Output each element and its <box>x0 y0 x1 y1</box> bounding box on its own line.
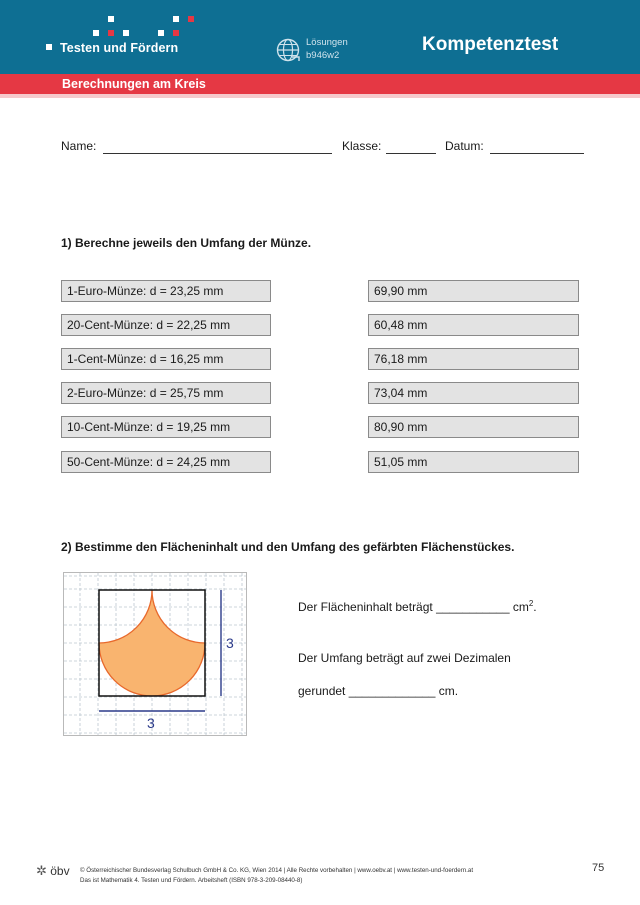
page-title: Kompetenztest <box>422 34 559 55</box>
brand-name: Testen und Fördern <box>60 41 179 55</box>
publisher-name: öbv <box>50 864 70 878</box>
area-text: Der Flächeninhalt beträgt ___________ cm <box>298 600 529 614</box>
answer-box[interactable]: 60,48 mm <box>368 314 579 336</box>
star-icon: ✲ <box>36 863 47 878</box>
name-field[interactable] <box>103 153 332 154</box>
answer-box[interactable]: 80,90 mm <box>368 416 579 438</box>
copyright-line2: Das ist Mathematik 4. Testen und Fördern. Arbeitsheft (ISBN 978-3-209-08440-8) <box>80 877 303 884</box>
class-field[interactable] <box>386 153 436 154</box>
task2-title: 2) Bestimme den Flächeninhalt und den Umfang des gefärbten Flächenstückes. <box>61 540 515 554</box>
answer-box[interactable]: 51,05 mm <box>368 451 579 473</box>
topic-title: Berechnungen am Kreis <box>62 77 206 91</box>
globe-icon[interactable] <box>275 37 301 63</box>
answer-box[interactable]: 76,18 mm <box>368 348 579 370</box>
perimeter-text-line2: gerundet _____________ cm. <box>298 684 459 698</box>
area-unit-exponent: 2 <box>528 599 534 608</box>
coin-box[interactable]: 50-Cent-Münze: d = 24,25 mm <box>61 451 271 473</box>
area-end: . <box>533 600 537 614</box>
topic-band-shadow <box>0 94 640 98</box>
dimension-label-vertical: 3 <box>226 635 234 651</box>
page-number: 75 <box>592 862 605 874</box>
solutions-label[interactable]: Lösungen <box>306 37 348 48</box>
class-label: Klasse: <box>342 139 382 153</box>
task1-title: 1) Berechne jeweils den Umfang der Münze. <box>61 236 312 250</box>
area-sentence <box>298 599 537 614</box>
coin-box[interactable]: 1-Cent-Münze: d = 16,25 mm <box>61 348 271 370</box>
date-field[interactable] <box>490 153 584 154</box>
coin-box[interactable]: 20-Cent-Münze: d = 22,25 mm <box>61 314 271 336</box>
topic-band <box>0 74 640 94</box>
copyright-line1: © Österreichischer Bundesverlag Schulbuch GmbH & Co. KG, Wien 2014 | Alle Rechte vorbehalten | www.oebv.at | www.testen-und-foerdern.at <box>80 867 474 874</box>
answer-box[interactable]: 69,90 mm <box>368 280 579 302</box>
header-bar <box>0 0 640 74</box>
perimeter-text-line1: Der Umfang beträgt auf zwei Dezimalen <box>298 651 511 665</box>
coin-box[interactable]: 10-Cent-Münze: d = 19,25 mm <box>61 416 271 438</box>
solutions-code[interactable]: b946w2 <box>306 50 340 61</box>
geometry-figure <box>63 572 247 736</box>
name-label: Name: <box>61 139 97 153</box>
coin-box[interactable]: 2-Euro-Münze: d = 25,75 mm <box>61 382 271 404</box>
dimension-label-horizontal: 3 <box>147 715 155 731</box>
publisher-logo <box>36 863 70 879</box>
answer-box[interactable]: 73,04 mm <box>368 382 579 404</box>
date-label: Datum: <box>445 139 484 153</box>
coin-box[interactable]: 1-Euro-Münze: d = 23,25 mm <box>61 280 271 302</box>
